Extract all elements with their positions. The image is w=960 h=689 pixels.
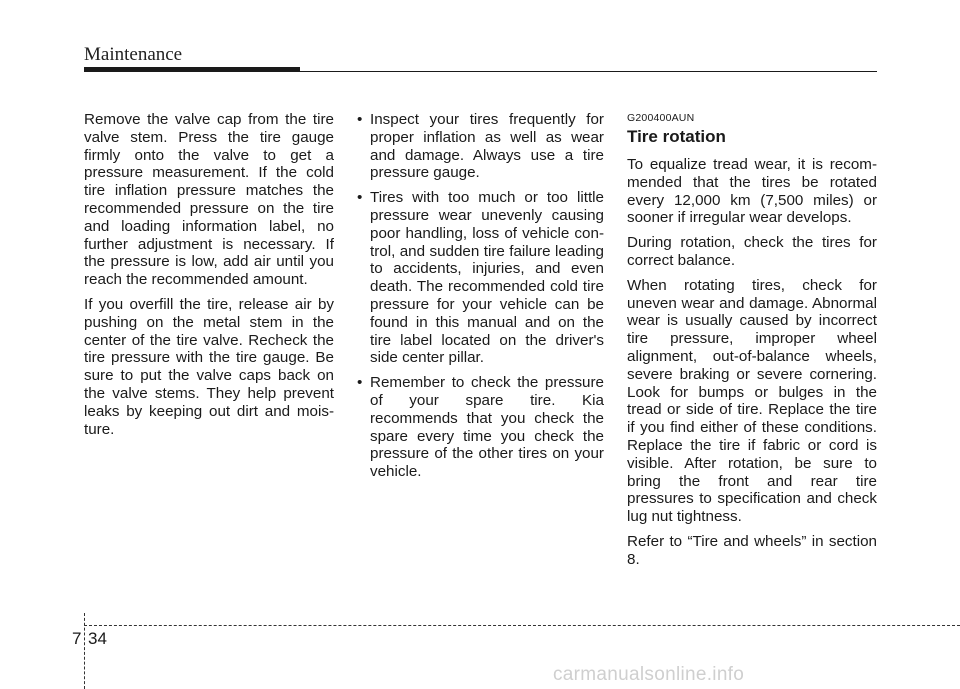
- paragraph: During rotation, check the tires for correct balance.: [627, 234, 877, 269]
- bullet-list: [355, 111, 604, 481]
- footer-divider: [84, 613, 85, 689]
- paragraph: When rotating tires, check for uneven wear and damage. Abnormal wear is usually caused by incorrect tire pressure, improper wheel alignment, out-of-balance wheels, severe braking or severe cornering. Look for bumps or bulges in the tread or side of tire. Replace the tire if you find either of these conditions. Replace the tire if fabric or cord is visible. After rotation, be sure to bring the front and rear tire pressures to specification and check lug nut tightness.: [627, 276, 877, 526]
- bullet-icon: •: [357, 111, 363, 128]
- column-middle: [355, 111, 604, 488]
- bullet-text: Inspect your tires frequently for proper inflation as well as wear and damage. Always use a tire pressure gauge.: [370, 111, 604, 182]
- paragraph: Remove the valve cap from the tire valve stem. Press the tire gauge firmly onto the valve to get a pressure measurement. If the cold tire inflation pressure matches the recommended pressure on the tire and loading information label, no further adjustment is necessary. If the pressure is low, add air until you reach the recommended amount.: [84, 111, 334, 289]
- column-left: [84, 111, 334, 445]
- bullet-item: [355, 189, 604, 367]
- paragraph: To equalize tread wear, it is recommended that the tires be rotated every 12,000 km (7,500 miles) or sooner if irregular wear develops.: [627, 156, 877, 227]
- footer-rule: [84, 625, 960, 626]
- section-header-title: Maintenance: [84, 44, 183, 65]
- paragraph: If you overfill the tire, release air by pushing on the metal stem in the center of the tire valve. Recheck the tire pressure with the tire gauge. Be sure to put the valve caps back on the valve stems. They help prevent leaks by keeping out dirt and moisture.: [84, 295, 334, 438]
- section-title: Tire rotation: [627, 127, 726, 146]
- header-rule: [84, 71, 877, 72]
- bullet-text: Remember to check the pressure of your spare tire. Kia recommends that you check the spare every time you check the pressure of the other tires on your vehicle.: [370, 374, 604, 481]
- reference-code: G200400AUN: [627, 112, 695, 124]
- bullet-icon: •: [357, 189, 363, 207]
- bullet-item: [355, 374, 604, 481]
- bullet-text: Tires with too much or too little pressure wear unevenly causing poor handling, loss of vehicle control, and sudden tire failure leading to accidents, injuries, and even death. The recommended cold tire pressure for your vehicle can be found in this manual and on the tire label located on the driver's side center pillar.: [370, 189, 604, 367]
- column-right: [627, 111, 877, 576]
- chapter-number: 7: [72, 629, 82, 648]
- bullet-item: [355, 111, 604, 182]
- paragraph: Refer to “Tire and wheels” in section 8.: [627, 532, 877, 568]
- page-number: 34: [88, 629, 107, 648]
- watermark: carmanualsonline.info: [553, 664, 745, 685]
- bullet-icon: •: [357, 374, 363, 392]
